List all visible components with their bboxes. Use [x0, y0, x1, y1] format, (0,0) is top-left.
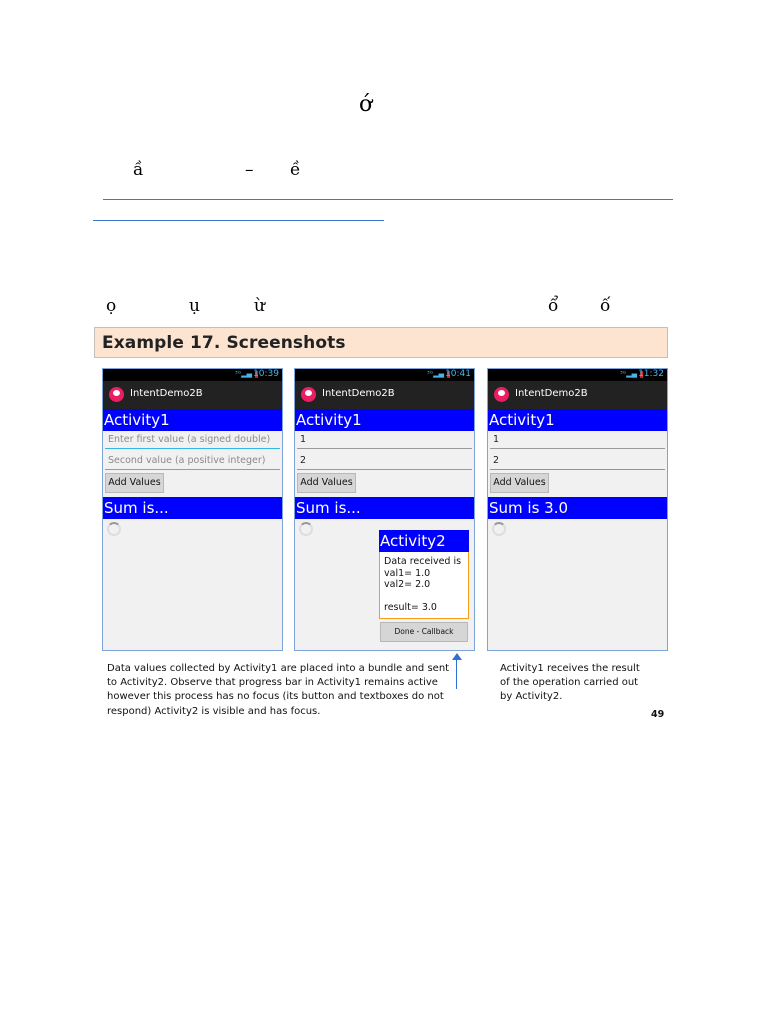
glyph: –	[245, 160, 254, 180]
dialog-title: Activity2	[379, 530, 469, 552]
phone-screenshot-1	[102, 368, 283, 651]
activity-title: Activity1	[103, 409, 282, 431]
link-underline	[103, 199, 673, 200]
app-title: IntentDemo2B	[322, 388, 395, 399]
example-heading-banner	[94, 327, 668, 358]
caption-line: to Activity2. Observe that progress bar in Activity1 remains active	[107, 677, 438, 689]
progress-spinner-icon	[107, 522, 121, 536]
progress-spinner-icon	[299, 522, 313, 536]
add-values-button[interactable]: Add Values	[105, 473, 164, 493]
glyph: ố	[600, 296, 611, 316]
activity-title: Activity1	[295, 409, 474, 431]
signal-icon: ³ᴳ▂▄	[235, 370, 252, 378]
first-value-field[interactable]: 1	[297, 431, 472, 449]
glyph: ầ	[133, 160, 144, 180]
status-time: 10:39	[253, 369, 279, 379]
right-caption	[500, 662, 660, 705]
arrow-up-icon	[452, 653, 462, 660]
dialog-line: val2= 2.0	[384, 579, 431, 590]
status-time: 11:32	[638, 369, 664, 379]
second-value-field[interactable]: 2	[490, 452, 665, 470]
caption-line: of the operation carried out	[500, 677, 639, 689]
dialog-text	[384, 556, 466, 614]
signal-icon: ³ᴳ▂▄	[620, 370, 637, 378]
done-callback-button[interactable]: Done - Callback	[380, 622, 468, 642]
add-values-button[interactable]: Add Values	[490, 473, 549, 493]
action-bar	[295, 381, 474, 409]
app-icon	[109, 387, 124, 402]
phone-screenshot-3	[487, 368, 668, 651]
app-icon	[494, 387, 509, 402]
app-icon	[301, 387, 316, 402]
status-bar	[103, 369, 282, 381]
dialog-line: val1= 1.0	[384, 567, 431, 579]
caption-line: however this process has no focus (its button and textboxes do not	[107, 691, 444, 703]
first-value-field[interactable]: Enter first value (a signed double)	[105, 431, 280, 449]
sum-result: Sum is...	[103, 497, 282, 519]
activity-title: Activity1	[488, 409, 667, 431]
example-heading: Example 17. Screenshots	[102, 333, 346, 353]
glyph: ề	[290, 160, 301, 180]
status-time: 10:41	[445, 369, 471, 379]
action-bar	[488, 381, 667, 409]
title-glyph: ớ	[359, 92, 373, 117]
signal-icon: ³ᴳ▂▄	[427, 370, 444, 378]
add-values-button[interactable]: Add Values	[297, 473, 356, 493]
glyph: ừ	[254, 296, 265, 316]
first-value-field[interactable]: 1	[490, 431, 665, 449]
glyph: ụ	[189, 296, 200, 316]
phone-screenshot-2	[294, 368, 475, 651]
caption-line: Activity1 receives the result	[500, 663, 640, 674]
second-value-field[interactable]: Second value (a positive integer)	[105, 452, 280, 470]
app-title: IntentDemo2B	[515, 388, 588, 399]
action-bar	[103, 381, 282, 409]
caption-line: respond) Activity2 is visible and has focus.	[107, 705, 321, 717]
glyph: ổ	[548, 296, 559, 316]
caption-line: by Activity2.	[500, 691, 563, 703]
sum-result: Sum is...	[295, 497, 474, 519]
page-number: 49	[651, 709, 665, 720]
arrow-line	[456, 656, 457, 689]
glyph: ọ	[106, 296, 117, 316]
second-value-field[interactable]: 2	[297, 452, 472, 470]
dialog-line: result= 3.0	[384, 602, 437, 613]
progress-spinner-icon	[492, 522, 506, 536]
app-title: IntentDemo2B	[130, 388, 203, 399]
link-underline	[93, 220, 384, 221]
status-bar	[488, 369, 667, 381]
caption-line: Data values collected by Activity1 are placed into a bundle and sent	[107, 663, 450, 674]
left-caption	[107, 662, 452, 719]
sum-result: Sum is 3.0	[488, 497, 667, 519]
status-bar	[295, 369, 474, 381]
dialog-line: Data received is	[384, 556, 462, 567]
